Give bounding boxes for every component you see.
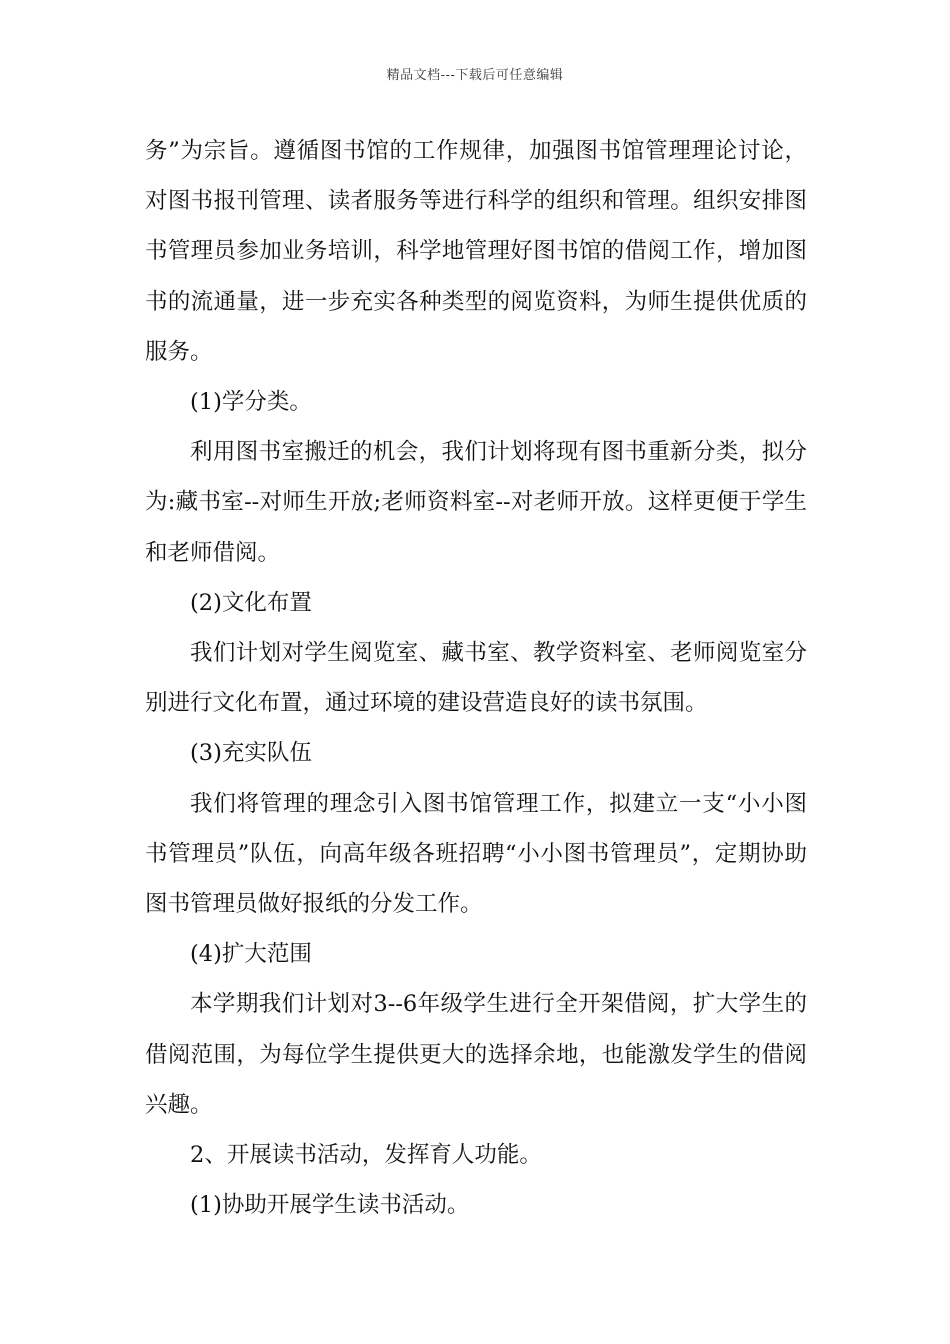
paragraph-cultural-layout: 我们计划对学生阅览室、藏书室、教学资料室、老师阅览室分别进行文化布置，通过环境的建设营造良好的读书氛围。 <box>145 640 807 717</box>
heading-classification: (1)学分类。 <box>190 389 312 416</box>
paragraph-expand-scope: 本学期我们计划对3--6年级学生进行全开架借阅，扩大学生的借阅范围，为每位学生提供更大的选择余地，也能激发学生的借阅兴趣。 <box>145 991 807 1118</box>
heading-reading-activities: 2、开展读书活动，发挥育人功能。 <box>190 1142 542 1169</box>
paragraph-classification: 利用图书室搬迁的机会，我们计划将现有图书重新分类，拟分为:藏书室--对师生开放;老师资料室--对老师开放。这样更便于学生和老师借阅。 <box>145 439 807 566</box>
heading-staffing: (3)充实队伍 <box>190 740 312 767</box>
heading-assist-reading: (1)协助开展学生读书活动。 <box>190 1192 470 1219</box>
page-header: 精品文档---下载后可任意编辑 <box>386 68 564 83</box>
paragraph-staffing: 我们将管理的理念引入图书馆管理工作，拟建立一支“小小图书管理员”队伍，向高年级各班招聘“小小图书管理员”，定期协助图书管理员做好报纸的分发工作。 <box>145 790 807 918</box>
heading-cultural-layout: (2)文化布置 <box>190 589 312 616</box>
heading-expand-scope: (4)扩大范围 <box>190 941 312 968</box>
paragraph-service-purpose: 务”为宗旨。遵循图书馆的工作规律，加强图书馆管理理论讨论，对图书报刊管理、读者服务等进行科学的组织和管理。组织安排图书管理员参加业务培训，科学地管理好图书馆的借阅工作，增加图书的流通量，进一步充实各种类型的阅览资料，为师生提供优质的服务。 <box>145 138 807 365</box>
document-body <box>145 126 807 1230</box>
